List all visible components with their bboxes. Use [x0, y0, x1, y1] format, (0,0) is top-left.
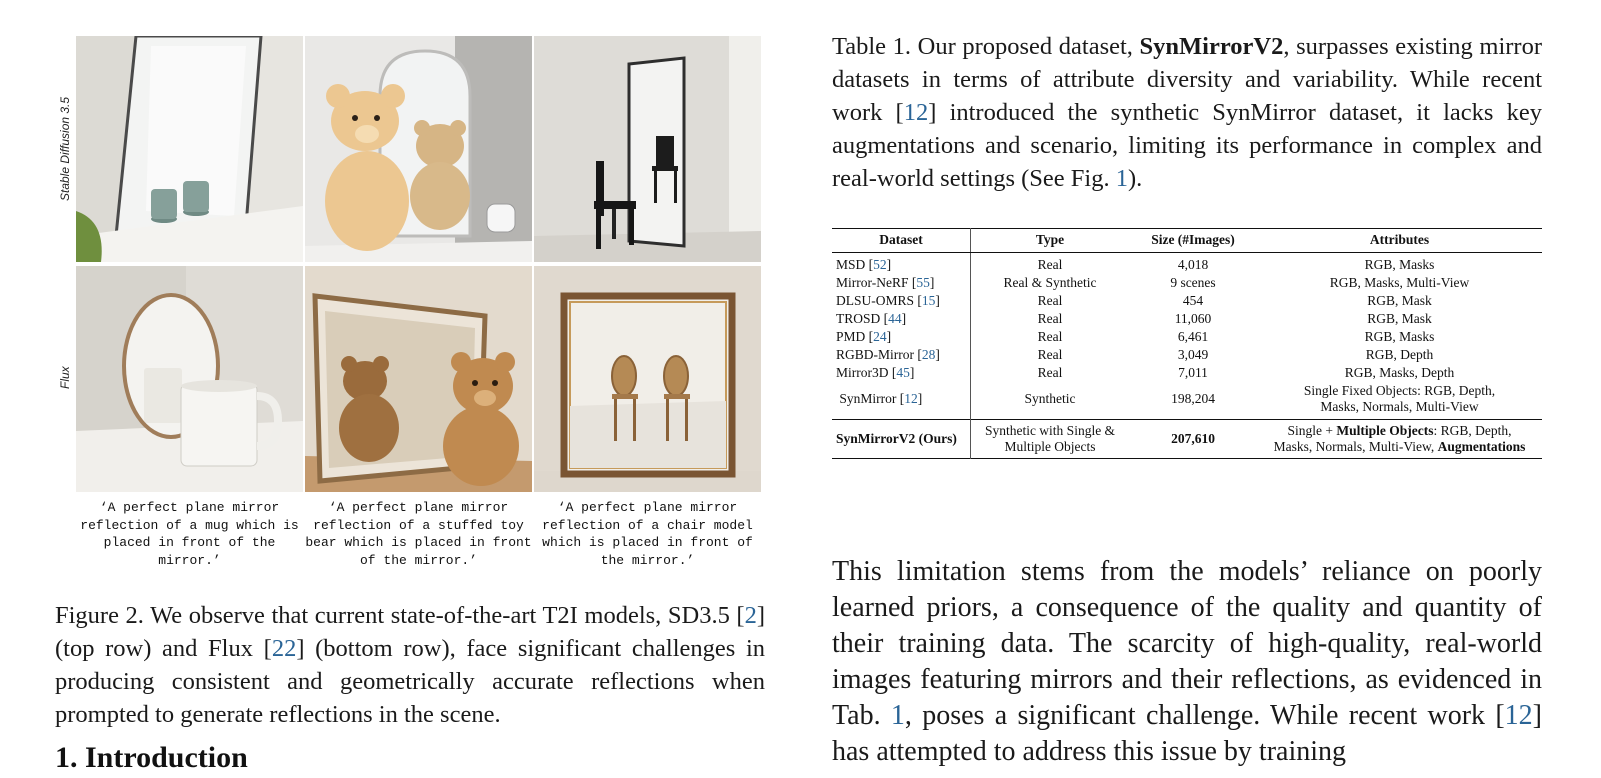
table-row: RGBD-Mirror [28] Real 3,049 RGB, Depth — [832, 346, 1542, 364]
table-row: SynMirror [12] Synthetic 198,204 Single Fixed Objects: RGB, Depth, Masks, Normals, Multi-View — [832, 382, 1542, 420]
image-grid — [76, 36, 763, 492]
citation-link[interactable]: 12 — [1504, 700, 1533, 731]
citation-link[interactable]: 44 — [888, 311, 902, 326]
citation-link[interactable]: 52 — [873, 257, 887, 272]
table-caption: Table 1. Our proposed dataset, SynMirrorV2, surpasses existing mirror datasets in terms of attribute diversity and variability. While recent work [12] introduced the synthetic SynMirror dataset, it lacks key augmentations and scenario, limiting its performance in complex and real-world settings (See Fig. 1). — [832, 33, 1543, 192]
citation-link[interactable]: 15 — [921, 293, 936, 308]
flux-mug-image — [76, 266, 303, 492]
table-row: PMD [24] Real 6,461 RGB, Masks — [832, 328, 1542, 346]
flux-chair-image — [534, 266, 761, 492]
dataset-comparison-table — [832, 228, 1542, 459]
sd35-bear-image — [305, 36, 532, 262]
table-row: Mirror3D [45] Real 7,011 RGB, Masks, Depth — [832, 364, 1542, 382]
citation-link[interactable]: 12 — [903, 99, 929, 126]
table-row: DLSU-OMRS [15] Real 454 RGB, Mask — [832, 292, 1542, 310]
table-row: TROSD [44] Real 11,060 RGB, Mask — [832, 310, 1542, 328]
citation-link[interactable]: 28 — [921, 347, 936, 362]
citation-link[interactable]: 24 — [873, 329, 887, 344]
row-label-flux: Flux — [58, 366, 72, 390]
prompt-mug: ‘A perfect plane mirror reflection of a mug which is placed in front of the mirror.’ — [80, 500, 299, 568]
prompt-chair: ‘A perfect plane mirror reflection of a chair model which is placed in front of the mirror.’ — [542, 500, 753, 568]
prompt-bear: ‘A perfect plane mirror reflection of a stuffed toy bear which is placed in front of the mirror.’ — [305, 500, 532, 568]
citation-link[interactable]: 55 — [916, 275, 930, 290]
table-row-ours: SynMirrorV2 (Ours) Synthetic with Single & Multiple Objects 207,610 Single + Multiple Objects: RGB, Depth, Masks, Normals, Multi-View, Augmentations — [832, 420, 1542, 459]
section-heading: 1. Introduction — [55, 741, 248, 774]
column-header: Size (#Images) — [1129, 229, 1257, 253]
table-row: Mirror-NeRF [55] Real & Synthetic 9 scenes RGB, Masks, Multi-View — [832, 274, 1542, 292]
body-paragraph: This limitation stems from the models’ reliance on poorly learned priors, a consequence of the quality and quantity of their training data. The scarcity of high-quality, real-world images featuring mirrors and their reflections, as evidenced in Tab. 1, poses a significant challenge. While recent work [12] has attempted to address this issue by training — [832, 556, 1542, 767]
table-header-row — [832, 229, 1542, 253]
sd35-chair-image — [534, 36, 761, 262]
figure-link[interactable]: 1 — [1115, 165, 1128, 192]
citation-link[interactable]: 2 — [744, 602, 757, 629]
sd35-mug-image — [76, 36, 303, 262]
citation-link[interactable]: 22 — [271, 635, 297, 662]
citation-link[interactable]: 45 — [896, 365, 910, 380]
flux-bear-image — [305, 266, 532, 492]
table-link[interactable]: 1 — [890, 700, 905, 731]
column-header: Attributes — [1257, 229, 1542, 253]
column-header: Dataset — [832, 229, 971, 253]
table-row: MSD [52] Real 4,018 RGB, Masks — [832, 253, 1542, 275]
figure-caption: Figure 2. We observe that current state-of-the-art T2I models, SD3.5 [2] (top row) and Flux [22] (bottom row), face significant challenges in producing consistent and geometrically accurate reflections when prompted to generate reflections in the scene. — [55, 602, 765, 728]
column-header: Type — [971, 229, 1130, 253]
citation-link[interactable]: 12 — [904, 391, 918, 406]
row-label-sd35: Stable Diffusion 3.5 — [58, 96, 72, 202]
